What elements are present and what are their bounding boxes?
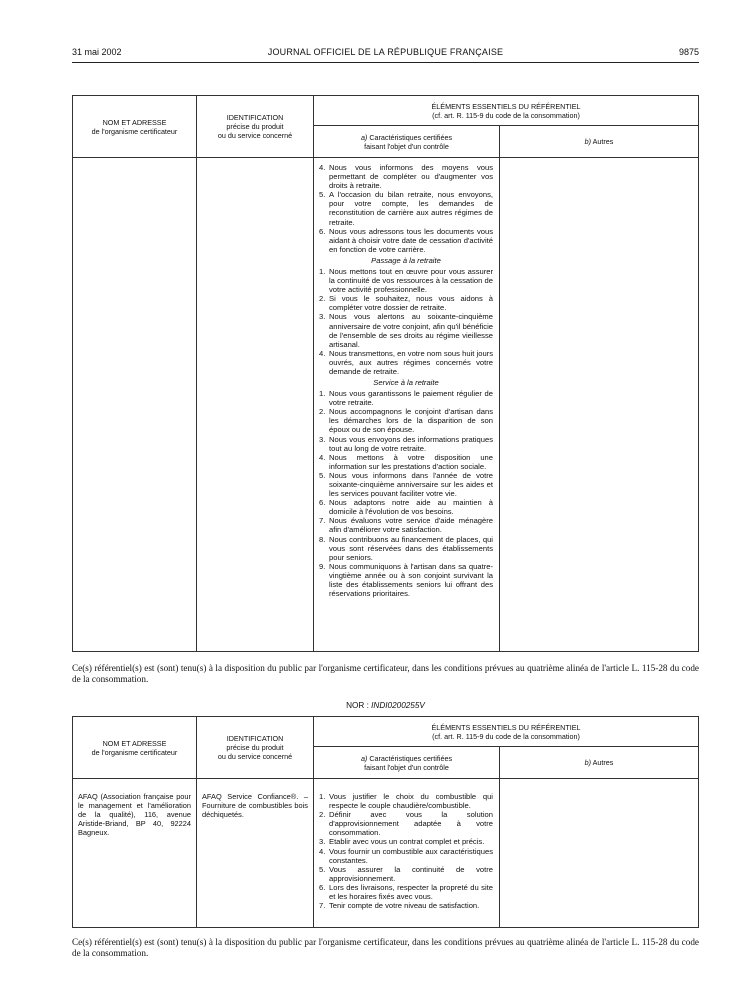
item-text: Définir avec vous la solution d'approvisionnement adaptée à votre consommation.	[329, 810, 493, 838]
service-item	[319, 453, 493, 471]
header-a-prefix-2: a)	[360, 753, 368, 763]
page-number: 9875	[678, 47, 699, 57]
bilan-item	[319, 163, 493, 190]
item-text: Nous communiquons à l'artisan dans sa quatre-vingtième année ou à son conjoint survivant la liste des établissements seniors lui offrant des réservations prioritaires.	[329, 561, 493, 599]
header-a-prefix: a)	[360, 132, 368, 142]
identification-cell	[197, 158, 314, 652]
header-b-label: Autres	[592, 137, 614, 146]
items-list-afaq	[319, 792, 493, 910]
item-text: A l'occasion du bilan retraite, nous envoyons, pour votre compte, les demandes de reconstitution de carrière aux autres régimes de retraite.	[329, 190, 493, 227]
item-number: 3.	[319, 434, 326, 444]
afaq-item	[319, 883, 493, 901]
items-list-service	[319, 389, 493, 598]
item-number: 8.	[319, 534, 326, 544]
item-text: Nous contribuons au financement de places, qui vous sont réservées dans des établissements pour seniors.	[329, 534, 493, 562]
afaq-item	[319, 847, 493, 865]
item-number: 4.	[319, 452, 326, 462]
item-text: Nous évaluons votre service d'aide ménagère afin d'améliorer votre satisfaction.	[329, 516, 493, 535]
header-ident-l3-2: ou du service concerné	[217, 752, 293, 761]
header-rule	[72, 62, 699, 63]
header-a-l2: faisant l'objet d'un contrôle	[364, 141, 449, 151]
header-col-a-2	[314, 747, 500, 779]
header-identification-2	[197, 717, 314, 779]
header-ident-l3: ou du service concerné	[217, 131, 293, 140]
header-b-prefix: b)	[584, 137, 592, 146]
item-number: 5.	[319, 190, 326, 200]
service-item	[319, 435, 493, 453]
item-number: 3.	[319, 837, 326, 847]
item-text: Tenir compte de votre niveau de satisfaction.	[329, 901, 480, 911]
service-item	[319, 535, 493, 562]
nor-code: INDI0200255V	[371, 701, 425, 710]
header-ident-l1: IDENTIFICATION	[226, 113, 284, 122]
header-elements-l2: (cf. art. R. 115-9 du code de la consommation)	[432, 110, 580, 120]
header-elements-l1-2: ÉLÉMENTS ESSENTIELS DU RÉFÉRENTIEL	[431, 722, 581, 732]
item-number: 6.	[319, 226, 326, 236]
item-number: 7.	[319, 901, 326, 911]
item-text: Nous adaptons notre aide au maintien à domicile à l'évolution de vos besoins.	[329, 498, 493, 517]
item-text: Vous fournir un combustible aux caractéristiques constantes.	[329, 846, 493, 865]
item-text: Nous vous adressons tous les documents vous aidant à choisir votre date de cessation d'activité en fonction de votre carrière.	[329, 226, 493, 254]
item-number: 2.	[319, 810, 326, 820]
autres-cell-2	[500, 779, 699, 928]
service-item	[319, 389, 493, 407]
item-text: Vous justifier le choix du combustible qui respecte le couple chaudière/combustible.	[329, 792, 493, 811]
header-elements-l2-2: (cf. art. R. 115-9 du code de la consommation)	[432, 731, 580, 741]
afaq-item	[319, 865, 493, 883]
passage-item	[319, 294, 493, 312]
header-a-l2-2: faisant l'objet d'un contrôle	[364, 762, 449, 772]
items-list-passage	[319, 267, 493, 376]
item-number: 7.	[319, 516, 326, 526]
item-number: 5.	[319, 864, 326, 874]
identification-cell-2: AFAQ Service Confiance®. – Fourniture de combustibles bois déchiquetés.	[197, 779, 314, 928]
item-number: 5.	[319, 470, 326, 480]
item-text: Nous accompagnons le conjoint d'artisan dans les démarches lors de la disparition de son époux ou de son épouse.	[329, 407, 493, 435]
header-nom-l2: de l'organisme certificateur	[91, 126, 178, 136]
passage-item	[319, 349, 493, 376]
header-elements-2	[314, 717, 699, 747]
item-text: Nous vous alertons au soixante-cinquième anniversaire de votre conjoint, afin qu'il bénéficie de l'ensemble de ses droits au régime vieillesse artisanal.	[329, 312, 493, 349]
item-number: 6.	[319, 498, 326, 508]
referentiel-table-2	[72, 716, 699, 928]
header-nom-l2-2: de l'organisme certificateur	[91, 747, 178, 757]
passage-item	[319, 312, 493, 348]
header-col-b-2	[500, 747, 699, 779]
availability-note-2: Ce(s) référentiel(s) est (sont) tenu(s) à la disposition du public par l'organisme certificateur, dans les conditions prévues au quatrième alinéa de l'article L. 115-28 du code de la consommation.	[72, 937, 699, 958]
service-item	[319, 498, 493, 516]
item-text: Vous assurer la continuité de votre approvisionnement.	[329, 864, 493, 883]
item-text: Etablir avec vous un contrat complet et précis.	[329, 837, 485, 847]
item-text: Nous transmettons, en votre nom sous huit jours ouvrés, aux autres régimes concernés votre demande de retraite.	[329, 348, 493, 376]
item-number: 9.	[319, 561, 326, 571]
header-identification	[197, 96, 314, 158]
item-number: 1.	[319, 792, 326, 801]
caracteristiques-cell-2	[314, 779, 500, 928]
journal-title: JOURNAL OFFICIEL DE LA RÉPUBLIQUE FRANÇAISE	[267, 47, 504, 57]
header-nom-adresse	[73, 96, 197, 158]
afaq-item	[319, 810, 493, 837]
organisme-cell-2: AFAQ (Association française pour le management et l'amélioration de la qualité), 116, avenue Aristide-Briand, BP 40, 92224 Bagneux.	[73, 779, 197, 928]
header-ident-l1-2: IDENTIFICATION	[226, 734, 284, 743]
header-a-l1: Caractéristiques certifiées	[369, 132, 453, 142]
service-item	[319, 562, 493, 598]
item-text: Nous vous envoyons des informations pratiques tout au long de votre retraite.	[329, 434, 493, 453]
header-col-b	[500, 126, 699, 158]
service-item	[319, 471, 493, 498]
referentiel-table-1	[72, 95, 699, 652]
item-number: 4.	[319, 846, 326, 856]
header-nom-l1-2: NOM ET ADRESSE	[102, 738, 167, 748]
organisme-cell	[73, 158, 197, 652]
header-ident-l2-2: précise du produit	[226, 743, 284, 752]
header-elements	[314, 96, 699, 126]
availability-note-1: Ce(s) référentiel(s) est (sont) tenu(s) à la disposition du public par l'organisme certificateur, dans les conditions prévues au quatrième alinéa de l'article L. 115-28 du code de la consommation.	[72, 663, 699, 684]
item-number: 6.	[319, 882, 326, 892]
header-a-l1-2: Caractéristiques certifiées	[369, 753, 453, 763]
autres-cell	[500, 158, 699, 652]
item-number: 2.	[319, 407, 326, 417]
afaq-item	[319, 901, 493, 910]
bilan-item	[319, 190, 493, 226]
item-text: Nous vous garantissons le paiement régulier de votre retraite.	[329, 389, 493, 408]
item-text: Nous vous informons des moyens vous permettant de compléter ou d'augmenter vos droits à retraite.	[329, 163, 493, 191]
item-text: Lors des livraisons, respecter la propreté du site et les horaires fixés avec vous.	[329, 882, 493, 902]
item-text: Nous mettons tout en œuvre pour vous assurer la continuité de vos ressources à la cessation de votre activité professionnelle.	[329, 266, 493, 295]
item-number: 2.	[319, 294, 326, 304]
header-elements-l1: ÉLÉMENTS ESSENTIELS DU RÉFÉRENTIEL	[431, 101, 581, 111]
publication-date: 31 mai 2002	[72, 47, 122, 57]
afaq-item	[319, 837, 493, 846]
section-title-service: Service à la retraite	[373, 378, 439, 388]
afaq-item	[319, 792, 493, 810]
item-number: 4.	[319, 348, 326, 358]
passage-item	[319, 267, 493, 294]
page-header	[72, 45, 699, 61]
header-ident-l2: précise du produit	[226, 122, 284, 131]
caracteristiques-cell	[314, 158, 500, 652]
item-number: 3.	[319, 312, 326, 322]
header-b-label-2: Autres	[592, 758, 614, 767]
item-number: 1.	[319, 266, 326, 276]
service-item	[319, 516, 493, 534]
header-b-prefix-2: b)	[584, 758, 592, 767]
header-col-a	[314, 126, 500, 158]
item-text: Nous mettons à votre disposition une information sur les prestations d'action sociale.	[329, 452, 493, 471]
header-nom-adresse-2	[73, 717, 197, 779]
header-nom-l1: NOM ET ADRESSE	[102, 117, 167, 127]
section-title-passage: Passage à la retraite	[371, 255, 441, 265]
nor-reference	[72, 701, 699, 710]
nor-label: NOR :	[346, 701, 369, 710]
bilan-item	[319, 227, 493, 254]
items-list-top	[319, 163, 493, 254]
service-item	[319, 407, 493, 434]
item-number: 4.	[319, 163, 326, 172]
item-number: 1.	[319, 389, 326, 399]
item-text: Nous vous informons dans l'année de votre soixante-cinquième anniversaire sur les aides et les services pouvant faciliter votre vie.	[329, 470, 493, 499]
item-text: Si vous le souhaitez, nous vous aidons à compléter votre dossier de retraite.	[329, 294, 493, 313]
